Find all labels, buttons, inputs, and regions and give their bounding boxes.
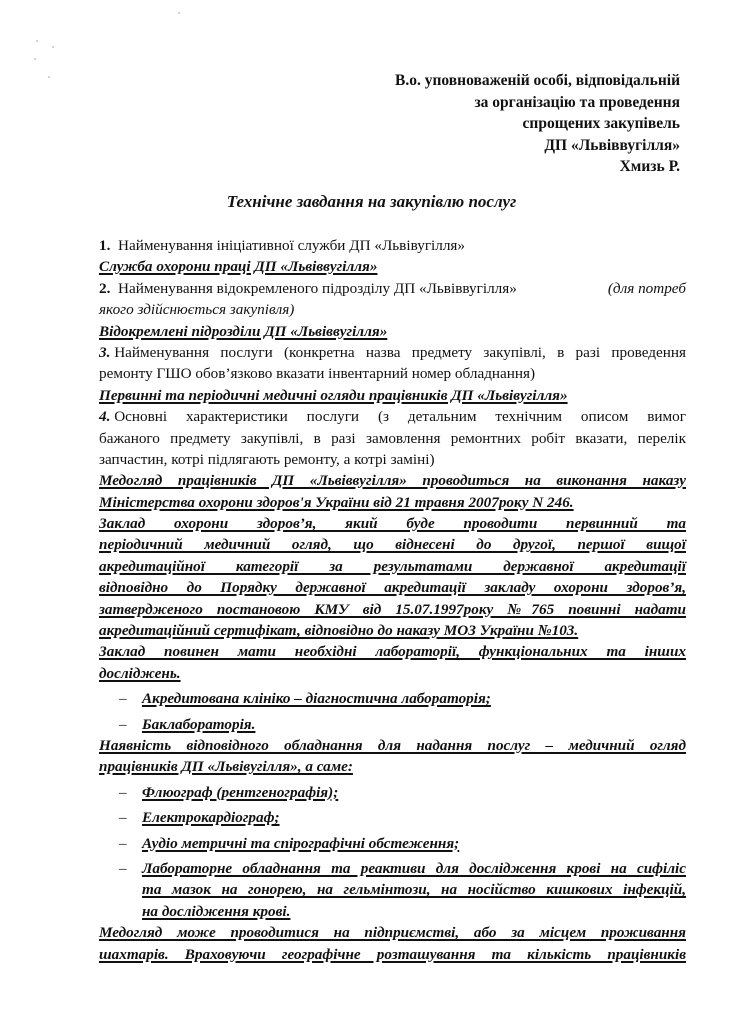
bullet-dash: – [119,783,127,801]
addressee-block [260,70,680,178]
section-2-answer: Відокремлені підрозділи ДП «Львіввугілля» [99,322,388,340]
bullet-dash: – [119,834,127,852]
bullet-dash: – [119,809,127,827]
section-number: 1. [99,237,111,254]
list-item-text: та мазок на гонорею, на гельмінтози, на носійство кишкових інфекцій, [142,881,686,899]
section-number: 4. [99,408,111,426]
paragraph-labs: Заклад повинен мати необхідні лабораторії, функціональних та інших [99,643,686,661]
paragraph-accreditation: затвердженого постановою КМУ від 15.07.1997року №765 повинні надати [99,600,686,618]
list-item-text: Флюограф (рентгенографія); [142,783,339,801]
section-4-heading-cont: запчастин, котрі підлягають ремонту, а котрі заміні) [99,450,435,468]
document-body [99,235,686,965]
list-item-text: Аудіо метричні та спірографічні обстеження; [142,834,460,852]
paragraph-accreditation: періодичний медичний огляд, що віднесені до другої, першої вищої [99,536,686,554]
list-item-text: Електрокардіограф; [142,809,280,827]
section-number: 2. [99,279,111,297]
bullet-dash: – [119,690,127,708]
section-2-heading-cont: якого здійснюється закупівля) [99,301,295,319]
bullet-dash: – [119,715,127,733]
addressee-line: ДП «Львіввугілля» [544,136,680,154]
section-2-heading [99,278,686,299]
paragraph-order-ref: Міністерства охорони здоров'я України від 21 травня 2007року N 246. [99,493,574,511]
list-item [99,858,686,922]
section-4-heading-cont: бажаного предмету закупівлі, в разі замовлення ремонтних робіт вказати, перелік [99,429,686,447]
section-text: Найменування ініціативної служби ДП «Львівугілля» [117,237,466,254]
addressee-name: Хмизь Р. [619,158,680,175]
paragraph-accreditation: Заклад охорони здоров’я, який буде проводити первинний та [99,515,686,533]
section-3-answer: Первинні та періодичні медичні огляди працівників ДП «Львівугілля» [99,386,568,404]
addressee-line: спрощених закупівель [522,115,680,132]
document-title: Технічне завдання на закупівлю послуг [226,192,517,211]
paragraph-accreditation: акредитаційний сертифікат, відповідно до наказу МОЗ України №103. [99,622,579,640]
section-3-heading-cont: ремонту ГШО обов’язково вказати інвентарний номер обладнання) [99,365,536,383]
list-item-text: на дослідження крові. [142,902,291,920]
section-3-heading [99,342,686,363]
list-item [99,714,686,735]
paragraph-equipment: Наявність відповідного обладнання для надання послуг – медичний огляд [99,736,686,754]
section-text: Найменування відокремленого підрозділу ДП «Львіввугілля» [117,279,517,297]
list-item [99,833,686,854]
bullet-dash: – [119,859,127,877]
section-4-heading [99,406,686,427]
addressee-line: В.о. уповноваженій особі, відповідальній [395,72,680,89]
section-1-heading [99,235,686,256]
list-item [99,807,686,828]
list-item-text: Акредитована клініко – діагностична лабораторія; [142,690,491,708]
paragraph-location: шахтарів. Враховуючи географічне розташування та кількість працівників [99,945,686,963]
paragraph-accreditation: відповідно до Порядку державної акредитації закладу охорони здоров’я, [99,579,686,597]
paragraph-accreditation: акредитаційної категорії за результатами державної акредитації [99,557,686,575]
section-text-italic: (для потреб [607,279,686,297]
section-number: 3. [99,343,111,361]
section-1-answer: Служба охорони праці ДП «Львіввугілля» [99,258,378,276]
paragraph-labs: досліджень. [99,664,181,682]
list-item-text: Баклабораторія. [142,715,256,733]
paragraph-order-ref: Медогляд працівників ДП «Львіввугілля» проводиться на виконання наказу [99,472,686,490]
paragraph-location: Медогляд може проводитися на підприємстві, або за місцем проживання [99,924,686,942]
list-item [99,782,686,803]
addressee-line: за організацію та проведення [474,93,680,111]
scan-specks [30,28,60,88]
list-item-text: Лабораторне обладнання та реактиви для дослідження крові на сифіліс [142,859,686,877]
section-text: Найменування послуги (конкретна назва предмету закупівлі, в разі проведення [114,343,686,361]
paragraph-equipment: працівників ДП «Львівугілля», а саме: [99,758,353,776]
list-item [99,688,686,709]
section-text: Основні характеристики послуги (з детальним технічним описом вимог [114,408,686,426]
